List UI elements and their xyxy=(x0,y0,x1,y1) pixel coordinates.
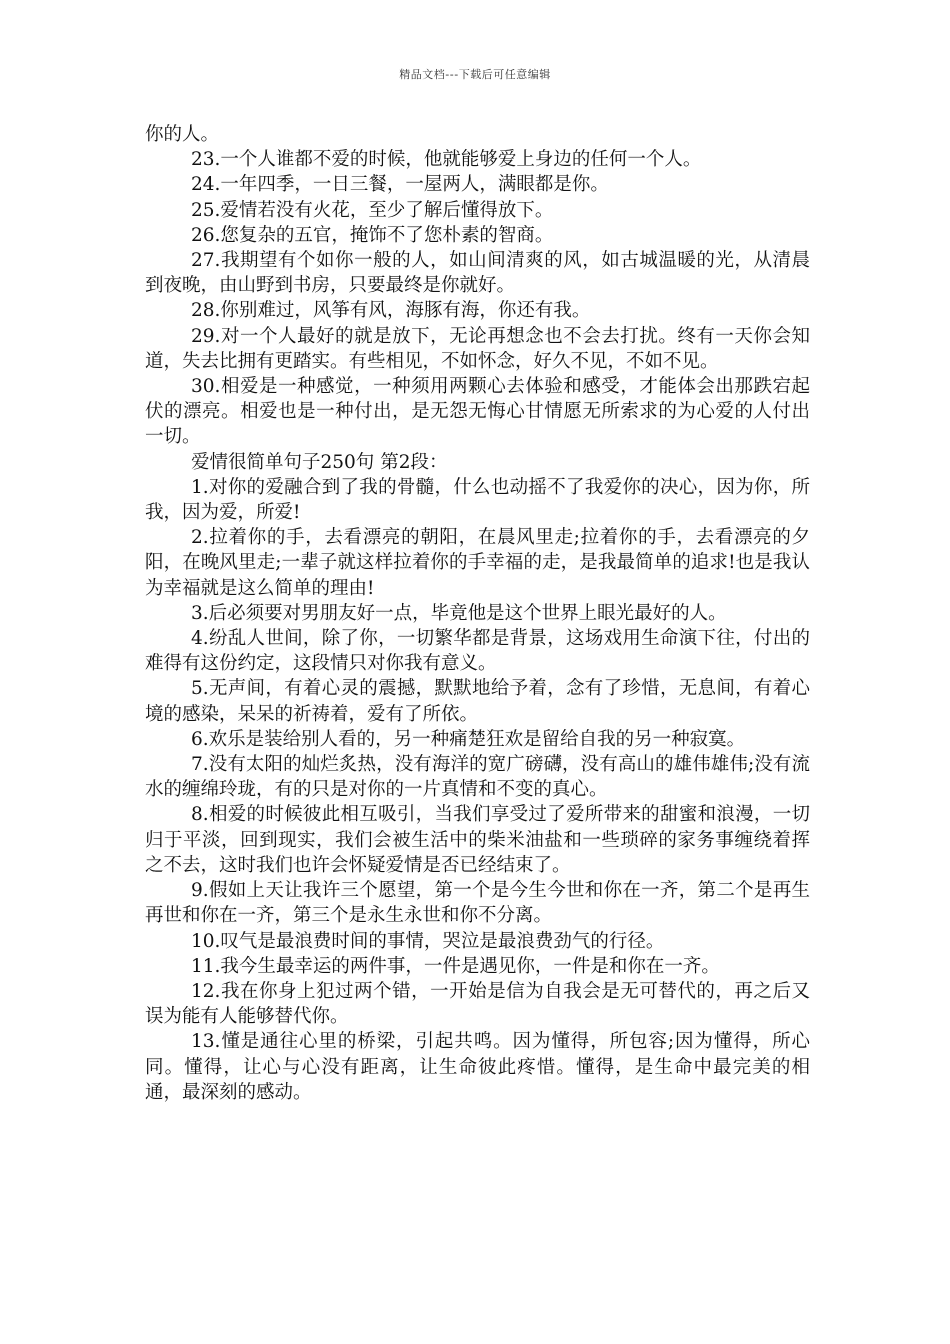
paragraph: 28.你别难过，风筝有风，海豚有海，你还有我。 xyxy=(191,300,591,322)
paragraph: 26.您复杂的五官，掩饰不了您朴素的智商。 xyxy=(191,224,554,246)
page-header: 精品文档---下载后可任意编辑 xyxy=(399,68,551,81)
paragraph: 你的人。 xyxy=(145,124,220,145)
paragraph: 25.爱情若没有火花，至少了解后懂得放下。 xyxy=(191,199,554,221)
paragraph: 13.懂是通往心里的桥梁，引起共鸣。因为懂得，所包容;因为懂得，所心同。懂得，让心与心没有距离，让生命彼此疼惜。懂得，是生命中最完美的相通，最深刻的感动。 xyxy=(145,1031,810,1103)
paragraph: 7.没有太阳的灿烂炙热，没有海洋的宽广磅礴，没有高山的雄伟雄伟;没有流水的缠绵玲珑，有的只是对你的一片真情和不变的真心。 xyxy=(145,754,810,801)
paragraph: 3.后必须要对男朋友好一点，毕竟他是这个世界上眼光最好的人。 xyxy=(191,602,727,624)
paragraph: 爱情很简单句子250句 第2段： xyxy=(191,451,448,473)
paragraph: 10.叹气是最浪费时间的事情，哭泣是最浪费劲气的行径。 xyxy=(191,930,665,952)
paragraph: 23.一个人谁都不爱的时候，他就能够爱上身边的任何一个人。 xyxy=(191,149,702,171)
paragraph: 6.欢乐是装给别人看的，另一种痛楚狂欢是留给自我的另一种寂寞。 xyxy=(191,728,746,750)
paragraph: 30.相爱是一种感觉，一种须用两颗心去体验和感受，才能体会出那跌宕起伏的漂亮。相爱也是一种付出，是无怨无悔心甘情愿无所索求的为心爱的人付出一切。 xyxy=(145,376,810,448)
paragraph: 2.拉着你的手，去看漂亮的朝阳，在晨风里走;拉着你的手，去看漂亮的夕阳，在晚风里走;一辈子就这样拉着你的手幸福的走，是我最简单的追求!也是我认为幸福就是这么简单的理由! xyxy=(145,527,810,599)
paragraph: 27.我期望有个如你一般的人，如山间清爽的风，如古城温暖的光，从清晨到夜晚，由山野到书房，只要最终是你就好。 xyxy=(145,250,810,297)
paragraph: 12.我在你身上犯过两个错，一开始是信为自我会是无可替代的，再之后又误为能有人能够替代你。 xyxy=(145,980,810,1028)
paragraph: 24.一年四季，一日三餐，一屋两人，满眼都是你。 xyxy=(191,174,609,196)
paragraph: 1.对你的爱融合到了我的骨髓，什么也动摇不了我爱你的决心，因为你，所我，因为爱，所爱! xyxy=(145,476,810,524)
paragraph: 8.相爱的时候彼此相互吸引，当我们享受过了爱所带来的甜蜜和浪漫，一切归于平淡，回到现实，我们会被生活中的柴米油盐和一些琐碎的家务事缠绕着挥之不去，这时我们也许会怀疑爱情是否已经结束了。 xyxy=(145,804,810,876)
paragraph: 5.无声间，有着心灵的震撼，默默地给予着，念有了珍惜，无息间，有着心境的感染，呆呆的祈祷着，爱有了所依。 xyxy=(145,678,810,725)
paragraph: 11.我今生最幸运的两件事，一件是遇见你，一件是和你在一齐。 xyxy=(191,955,720,977)
paragraph: 4.纷乱人世间，除了你，一切繁华都是背景，这场戏用生命演下往，付出的难得有这份约定，这段情只对你我有意义。 xyxy=(145,628,810,675)
document-body xyxy=(145,122,810,1105)
paragraph: 9.假如上天让我许三个愿望，第一个是今生今世和你在一齐，第二个是再生再世和你在一齐，第三个是永生永世和你不分离。 xyxy=(145,880,810,927)
paragraph: 29.对一个人最好的就是放下，无论再想念也不会去打扰。终有一天你会知道，失去比拥有更踏实。有些相见，不如怀念，好久不见，不如不见。 xyxy=(145,325,810,372)
